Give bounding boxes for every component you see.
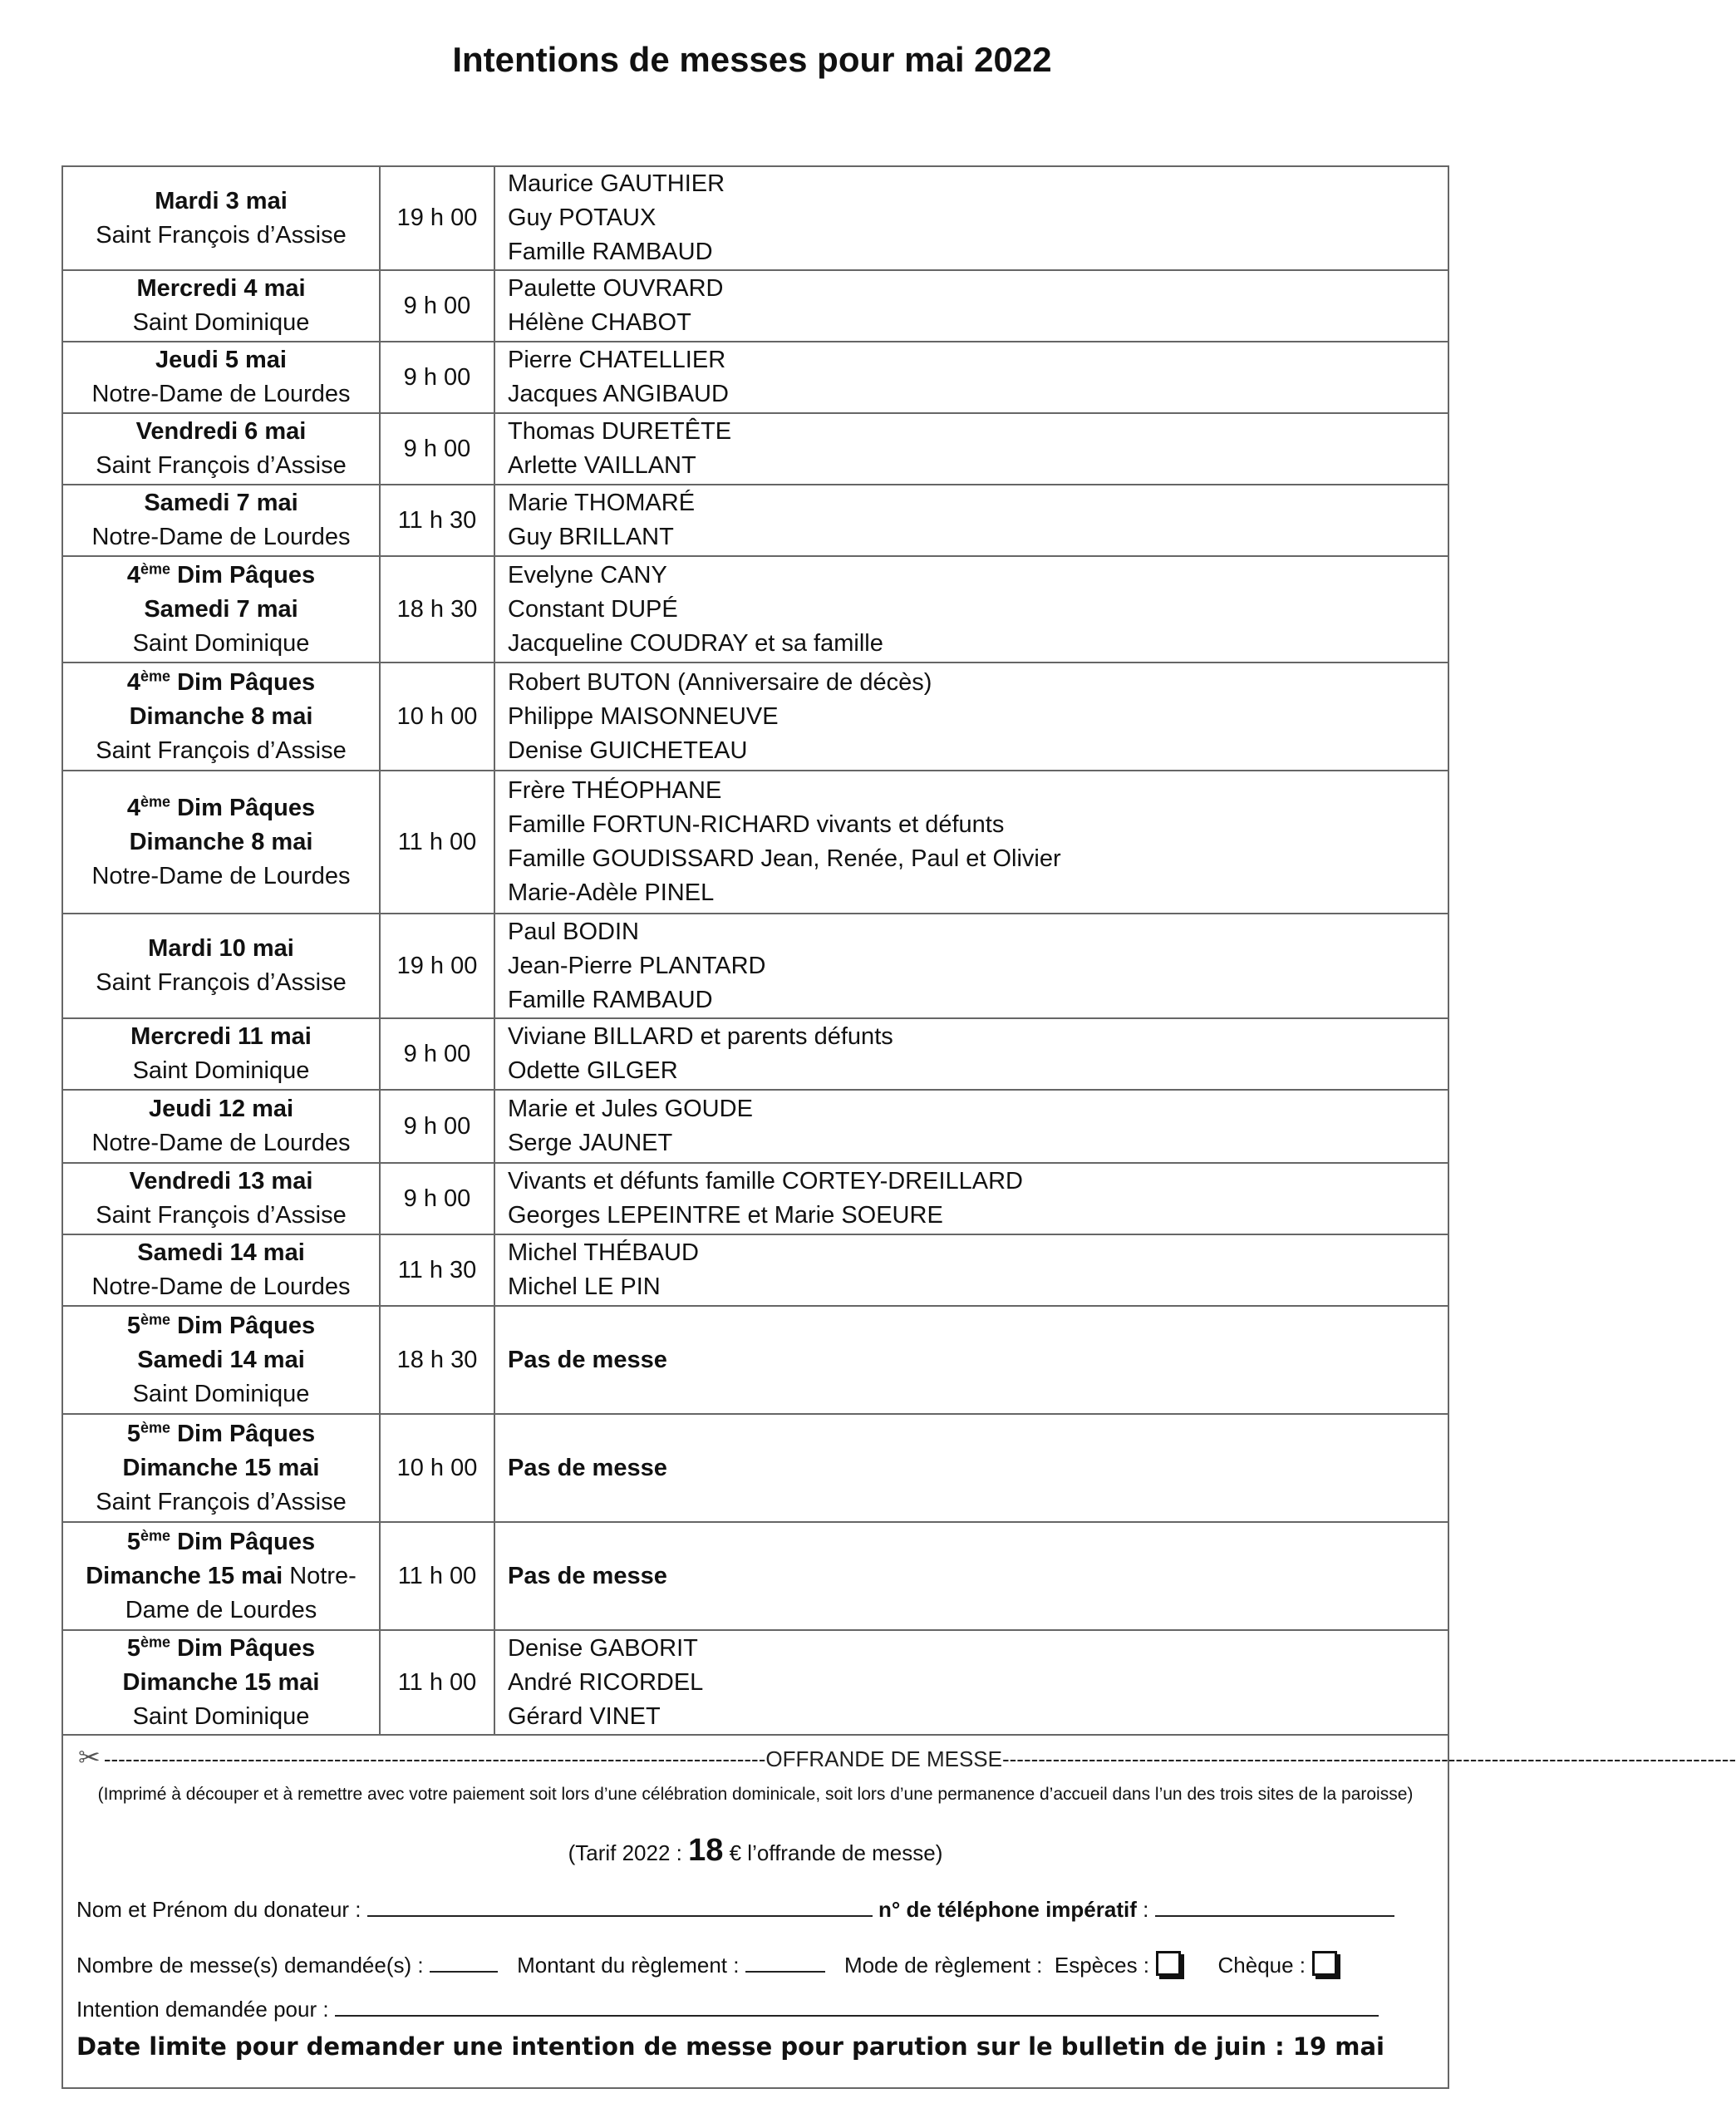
imprint-note: (Imprimé à découper et à remettre avec votre paiement soit lors d’une célébration dominicale, soit lors d’une permanence d’accueil dans l’un des trois sites de la paroisse) (97, 1785, 1414, 1804)
intention-name: Robert BUTON (Anniversaire de décès) (508, 668, 932, 696)
intention-name: Jacques ANGIBAUD (508, 381, 729, 407)
schedule-row (62, 1163, 1448, 1234)
intentions-cell (494, 1522, 1448, 1630)
day-cell (62, 1414, 380, 1522)
place-label: Notre-Dame de Lourdes (91, 862, 351, 889)
place-label: Notre-Dame de Lourdes (91, 1130, 351, 1156)
cut-dashes-right: ------------------------------------------------------------------------------------------------------ (1001, 1746, 1736, 1771)
day-cell (62, 1090, 380, 1163)
mass-schedule-body (62, 166, 1448, 1735)
day-label: Samedi 14 mai (137, 1346, 305, 1373)
day-cell (62, 1522, 380, 1630)
schedule-row (62, 270, 1448, 342)
schedule-row (62, 1018, 1448, 1090)
intention-name: Serge JAUNET (508, 1130, 673, 1156)
schedule-row (62, 1414, 1448, 1522)
time-cell: 19 h 00 (380, 166, 494, 270)
place-label: Saint François d’Assise (96, 969, 347, 996)
no-mass-label: Pas de messe (508, 1454, 667, 1481)
day-label: Samedi 14 mai (137, 1239, 305, 1266)
day-cell (62, 914, 380, 1018)
tarif-line (61, 1833, 1449, 1869)
intention-name: André RICORDEL (508, 1668, 704, 1696)
intention-name: Jacqueline COUDRAY et sa famille (508, 629, 883, 657)
time-cell: 9 h 00 (380, 1163, 494, 1234)
schedule-row (62, 1306, 1448, 1414)
schedule-row (62, 485, 1448, 556)
intention-name: Georges LEPEINTRE et Marie SOEURE (508, 1202, 943, 1229)
intention-label: Intention demandée pour : (76, 1997, 329, 2022)
intentions-cell (494, 485, 1448, 556)
intention-name: Famille GOUDISSARD Jean, Renée, Paul et Olivier (508, 845, 1061, 872)
tarif-amount: 18 (688, 1833, 724, 1868)
place-label: Saint François d’Assise (96, 1202, 347, 1229)
day-label: Dimanche 8 mai (129, 702, 313, 730)
place-label: Notre-Dame de Lourdes (91, 524, 351, 550)
day-label: Dimanche 15 mai (122, 1668, 320, 1696)
intentions-cell (494, 1234, 1448, 1306)
page-title: Intentions de messes pour mai 2022 (452, 40, 1052, 79)
intention-name: Michel LE PIN (508, 1273, 661, 1300)
day-cell (62, 1630, 380, 1735)
schedule-row (62, 1630, 1448, 1735)
intentions-cell (494, 1090, 1448, 1163)
day-label: Vendredi 6 mai (135, 418, 307, 445)
intention-field[interactable] (335, 1995, 1379, 2017)
intention-name: Constant DUPÉ (508, 595, 678, 623)
phone-field[interactable] (1155, 1895, 1394, 1917)
time-cell: 9 h 00 (380, 342, 494, 413)
time-cell: 9 h 00 (380, 1018, 494, 1090)
intentions-cell (494, 1018, 1448, 1090)
payment-mode-label: Mode de règlement : (843, 1953, 1043, 1978)
intention-name: Hélène CHABOT (508, 309, 691, 336)
no-mass-label: Pas de messe (508, 1562, 667, 1589)
schedule-row (62, 166, 1448, 270)
time-cell: 18 h 30 (380, 1306, 494, 1414)
place-label: Notre-Dame de Lourdes (125, 1562, 357, 1623)
place-label: Saint François d’Assise (96, 736, 347, 764)
intention-name: Viviane BILLARD et parents défunts (508, 1023, 893, 1050)
deadline-note: Date limite pour demander une intention de messe pour parution sur le bulletin de juin : 19 mai (76, 2032, 1384, 2061)
intention-name: Marie THOMARÉ (508, 490, 696, 516)
day-label: Mercredi 11 mai (130, 1023, 312, 1050)
phone-colon: : (1136, 1897, 1149, 1922)
schedule-row (62, 1234, 1448, 1306)
intentions-cell (494, 663, 1448, 771)
day-label: Jeudi 12 mai (148, 1096, 294, 1122)
day-label: Mardi 10 mai (148, 935, 294, 962)
liturgical-week: 5ème Dim Pâques (126, 1633, 316, 1662)
place-label: Saint Dominique (132, 1380, 310, 1407)
intention-name: Famille RAMBAUD (508, 239, 713, 265)
amount-label: Montant du règlement : (517, 1953, 740, 1978)
payment-line (76, 1951, 1337, 1978)
time-cell: 19 h 00 (380, 914, 494, 1018)
place-label: Saint Dominique (132, 309, 310, 336)
day-label: Mercredi 4 mai (136, 275, 306, 302)
day-label: Dimanche 15 mai (86, 1562, 283, 1589)
liturgical-week: 5ème Dim Pâques (126, 1526, 316, 1555)
schedule-row (62, 663, 1448, 771)
intention-name: Pierre CHATELLIER (508, 347, 726, 373)
intention-name: Arlette VAILLANT (508, 452, 696, 479)
intention-name: Famille FORTUN-RICHARD vivants et défunts (508, 811, 1005, 838)
intention-name: Evelyne CANY (508, 561, 667, 589)
count-label: Nombre de messe(s) demandée(s) : (76, 1953, 424, 1978)
intention-name: Thomas DURETÊTE (508, 418, 732, 445)
intentions-cell (494, 413, 1448, 485)
intention-name: Denise GUICHETEAU (508, 736, 748, 764)
place-label: Notre-Dame de Lourdes (91, 381, 351, 407)
time-cell: 10 h 00 (380, 663, 494, 771)
time-cell: 9 h 00 (380, 270, 494, 342)
donor-line (76, 1895, 1394, 1923)
day-label: Dimanche 8 mai (129, 828, 313, 855)
cut-dashes-left: -------------------------------------------------------------------------------------------- (103, 1746, 766, 1771)
day-label: Vendredi 13 mai (129, 1168, 313, 1195)
day-cell (62, 1306, 380, 1414)
intentions-cell (494, 1414, 1448, 1522)
intentions-cell (494, 1163, 1448, 1234)
day-label: Samedi 7 mai (144, 595, 298, 623)
intentions-cell (494, 556, 1448, 663)
day-label: Dimanche 15 mai (122, 1454, 320, 1481)
schedule-row (62, 1522, 1448, 1630)
no-mass-label: Pas de messe (508, 1346, 667, 1373)
day-cell (62, 663, 380, 771)
mass-count-field[interactable] (430, 1951, 498, 1973)
day-cell (62, 1234, 380, 1306)
time-cell: 11 h 00 (380, 771, 494, 914)
intention-name: Maurice GAUTHIER (508, 170, 725, 197)
liturgical-week: 4ème Dim Pâques (126, 667, 316, 696)
day-cell (62, 771, 380, 914)
time-cell: 9 h 00 (380, 413, 494, 485)
time-cell: 10 h 00 (380, 1414, 494, 1522)
cash-checkbox[interactable] (1156, 1951, 1181, 1976)
mass-schedule-table (61, 165, 1449, 1736)
intentions-cell (494, 270, 1448, 342)
schedule-row (62, 1090, 1448, 1163)
intentions-cell (494, 166, 1448, 270)
intention-name: Marie-Adèle PINEL (508, 879, 715, 906)
tarif-prefix: (Tarif 2022 : (568, 1840, 689, 1865)
liturgical-week: 4ème Dim Pâques (126, 559, 316, 589)
intention-name: Marie et Jules GOUDE (508, 1096, 753, 1122)
day-cell (62, 413, 380, 485)
intention-name: Michel THÉBAUD (508, 1239, 699, 1266)
intention-name: Jean-Pierre PLANTARD (508, 952, 766, 979)
schedule-row (62, 914, 1448, 1018)
day-cell (62, 166, 380, 270)
time-cell: 18 h 30 (380, 556, 494, 663)
intention-name: Denise GABORIT (508, 1634, 698, 1662)
time-cell: 11 h 30 (380, 1234, 494, 1306)
time-cell: 11 h 00 (380, 1522, 494, 1630)
time-cell: 11 h 00 (380, 1630, 494, 1735)
intention-name: Philippe MAISONNEUVE (508, 702, 779, 730)
day-cell (62, 1163, 380, 1234)
intention-name: Guy BRILLANT (508, 524, 674, 550)
time-cell: 9 h 00 (380, 1090, 494, 1163)
cheque-checkbox[interactable] (1312, 1951, 1337, 1976)
intentions-cell (494, 1306, 1448, 1414)
intention-line (76, 1995, 1379, 2022)
intentions-cell (494, 1630, 1448, 1735)
cheque-label: Chèque : (1217, 1953, 1306, 1978)
schedule-row (62, 342, 1448, 413)
liturgical-week: 4ème Dim Pâques (126, 792, 316, 821)
place-label: Saint François d’Assise (96, 1488, 347, 1515)
time-cell: 11 h 30 (380, 485, 494, 556)
cut-line (78, 1741, 1736, 1773)
phone-label: n° de téléphone impératif (878, 1897, 1137, 1922)
day-label: Mardi 3 mai (155, 187, 288, 214)
scissors-icon: ✂ (78, 1742, 101, 1772)
day-label: Samedi 7 mai (144, 490, 298, 516)
place-label: Saint François d’Assise (96, 452, 347, 479)
intention-name: Famille RAMBAUD (508, 986, 713, 1013)
intentions-cell (494, 914, 1448, 1018)
intention-name: Paul BODIN (508, 918, 639, 945)
day-label: Jeudi 5 mai (155, 347, 287, 373)
liturgical-week: 5ème Dim Pâques (126, 1310, 316, 1339)
day-cell (62, 485, 380, 556)
donor-label: Nom et Prénom du donateur : (76, 1897, 361, 1922)
day-cell (62, 270, 380, 342)
place-label: Saint Dominique (132, 1057, 310, 1084)
schedule-row (62, 413, 1448, 485)
liturgical-week: 5ème Dim Pâques (126, 1418, 316, 1447)
day-cell (62, 342, 380, 413)
schedule-row (62, 771, 1448, 914)
intentions-cell (494, 771, 1448, 914)
place-label: Saint Dominique (132, 629, 310, 657)
place-label: Saint François d’Assise (96, 221, 347, 249)
cut-label: OFFRANDE DE MESSE (765, 1746, 1002, 1771)
day-cell (62, 556, 380, 663)
place-label: Saint Dominique (132, 1702, 310, 1730)
intention-name: Paulette OUVRARD (508, 275, 724, 302)
intention-name: Odette GILGER (508, 1057, 678, 1084)
intentions-cell (494, 342, 1448, 413)
place-label: Notre-Dame de Lourdes (91, 1273, 351, 1300)
intention-name: Guy POTAUX (508, 204, 657, 231)
intention-name: Gérard VINET (508, 1702, 661, 1730)
cash-label: Espèces : (1054, 1953, 1150, 1978)
intention-name: Frère THÉOPHANE (508, 777, 722, 804)
intention-name: Vivants et défunts famille CORTEY-DREILLARD (508, 1168, 1024, 1195)
day-cell (62, 1018, 380, 1090)
tarif-suffix: € l’offrande de messe) (723, 1840, 943, 1865)
amount-field[interactable] (745, 1951, 825, 1973)
schedule-row (62, 556, 1448, 663)
donor-name-field[interactable] (367, 1895, 873, 1917)
